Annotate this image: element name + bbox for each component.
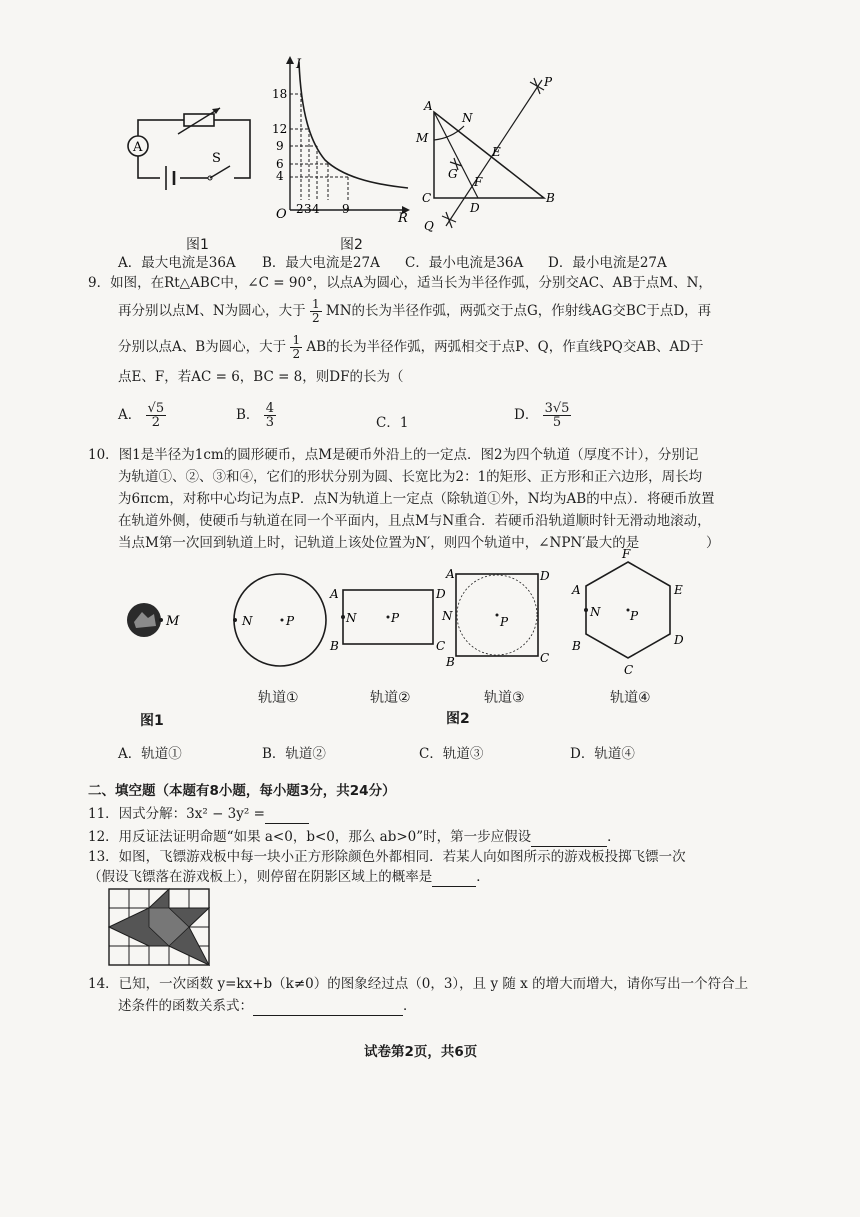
svg-text:P: P (391, 611, 400, 625)
svg-text:N: N (590, 605, 601, 619)
label-a: A (424, 99, 433, 113)
label-c: C (422, 191, 432, 205)
q14-end: ． (403, 998, 417, 1014)
svg-text:N: N (346, 611, 357, 625)
svg-text:P: P (500, 615, 509, 629)
track-4-label: 轨道④ (610, 690, 651, 706)
q10-fig2-caption: 图2 (446, 711, 470, 727)
fig2-caption: 图2 (340, 237, 363, 253)
label-q: Q (424, 219, 434, 233)
svg-text:D: D (674, 633, 684, 647)
svg-text:E: E (674, 583, 683, 597)
q11-text: 11．因式分解：3x² − 3y² = (88, 806, 265, 822)
track-3-label: 轨道③ (484, 690, 525, 706)
label-d: D (470, 201, 480, 215)
q10-line3: 为6πcm，对称中心均记为点P．点N为轨道上一定点（除轨道①外，N均为AB的中点）．将硬币放置 (118, 491, 715, 507)
q9-text-3b: AB的长为半径作弧，两弧相交于点P、Q，作直线PQ交AB、AD于 (306, 339, 704, 355)
q13-text: （假设飞镖落在游戏板上），则停留在阴影区域上的概率是 (88, 869, 433, 885)
q12-blank (531, 828, 607, 847)
q8-option-a: A．最大电流是36A (118, 255, 236, 271)
label: B． (236, 407, 260, 423)
y-tick-6: 6 (276, 157, 284, 171)
svg-text:B: B (572, 639, 581, 653)
den: 3 (265, 415, 274, 430)
ir-graph (270, 52, 420, 222)
q12-text: 12．用反证法证明命题“如果 a<0，b<0，那么 ab>0”时，第一步应假设 (88, 829, 532, 845)
page-footer: 试卷第2页，共6页 (364, 1044, 478, 1060)
svg-text:N: N (242, 614, 253, 628)
q10-option-d: D．轨道④ (570, 746, 635, 762)
svg-text:D: D (540, 569, 550, 583)
track-3-square (440, 564, 552, 668)
x-tick-2: 2 (296, 202, 304, 216)
track-1-label: 轨道① (258, 690, 299, 706)
q8-option-c: C．最小电流是36A (405, 255, 524, 271)
dartboard-grid (108, 888, 210, 966)
frac-num: 1 (311, 297, 320, 311)
q10-option-a: A．轨道① (118, 746, 182, 762)
q10-line2: 为轨道①、②、③和④，它们的形状分别为圆、长宽比为2：1的矩形、正方形和正六边形，周长均 (118, 469, 703, 485)
den: 5 (552, 415, 562, 430)
y-tick-4: 4 (276, 169, 284, 183)
label-p: P (544, 75, 553, 89)
q8-option-b: B．最大电流是27A (262, 255, 380, 271)
q10-line5-end: ） (706, 535, 720, 551)
origin-label: O (276, 207, 287, 222)
q9-option-c: C．1 (376, 415, 409, 431)
svg-text:C: C (540, 651, 550, 665)
svg-text:C: C (624, 663, 634, 677)
label: A． (118, 407, 142, 423)
y-tick-12: 12 (272, 122, 288, 136)
q13-line1: 13．如图，飞镖游戏板中每一块小正方形除颜色外都相同．若某人向如图所示的游戏板投掷飞镖一次 (88, 849, 686, 865)
q10-number: 10． (88, 447, 119, 463)
svg-text:B: B (446, 655, 455, 668)
frac-den: 2 (292, 347, 301, 361)
svg-text:A: A (572, 583, 581, 597)
q8-option-d: D．最小电流是27A (548, 255, 667, 271)
q11-blank (265, 805, 309, 824)
switch-label: S (212, 151, 221, 166)
track-2-label: 轨道② (370, 690, 411, 706)
label-f: F (474, 175, 483, 189)
q9-line2 (118, 298, 711, 325)
q10-line4: 在轨道外侧，使硬币与轨道在同一个平面内，且点M与N重合．若硬币沿轨道顺时针无滑动地滚动， (118, 513, 711, 529)
q14-blank (253, 997, 403, 1016)
label-g: G (448, 167, 458, 181)
q10-line1 (88, 446, 698, 464)
coin-figure (124, 598, 194, 642)
q13-blank (432, 868, 476, 887)
q9-option-b (236, 402, 276, 429)
q9-line1 (88, 274, 712, 292)
axis-r-label: R (398, 211, 408, 222)
x-tick-4: 4 (312, 202, 320, 216)
y-tick-9: 9 (276, 139, 284, 153)
svg-text:A: A (330, 587, 339, 601)
triangle-construction (412, 70, 572, 240)
axis-i-label: I (296, 57, 302, 72)
svg-text:A: A (446, 567, 455, 581)
frac-den: 2 (311, 311, 320, 325)
track-4-hexagon (566, 546, 696, 688)
svg-text:P: P (630, 609, 639, 623)
q9-text-3a: 分别以点A、B为圆心，大于 (118, 339, 287, 355)
q13-line2 (88, 868, 490, 887)
q14-text: 述条件的函数关系式： (118, 998, 253, 1014)
x-tick-3: 3 (304, 202, 312, 216)
q9-number: 9． (88, 275, 111, 291)
num: 3√5 (544, 401, 570, 416)
fraction (543, 402, 572, 429)
q9-option-d (514, 402, 571, 429)
svg-text:N: N (442, 609, 453, 623)
ammeter-label: A (133, 140, 143, 155)
q10-option-c: C．轨道③ (419, 746, 484, 762)
label-b: B (546, 191, 555, 205)
track-1-circle (230, 570, 330, 670)
svg-text:D: D (436, 587, 446, 601)
y-tick-18: 18 (272, 87, 288, 101)
q12 (88, 828, 621, 847)
fraction (146, 402, 167, 429)
q9-fraction-half-2 (290, 334, 302, 361)
q9-text-2a: 再分别以点M、N为圆心，大于 (118, 303, 306, 319)
den: 2 (151, 415, 160, 430)
q9-line4: 点E、F，若AC = 6，BC = 8，则DF的长为（ (118, 369, 404, 385)
svg-text:M: M (166, 614, 180, 629)
q9-line3 (118, 334, 704, 361)
x-tick-9: 9 (342, 202, 350, 216)
svg-text:C: C (436, 639, 446, 653)
fig1-caption: 图1 (186, 237, 209, 253)
q10-line5: 当点M第一次回到轨道上时，记轨道上该处位置为N′，则四个轨道中，∠NPN′最大的是 (118, 535, 640, 551)
label-e: E (492, 145, 501, 159)
q11 (88, 805, 309, 824)
q13-end: ． (476, 869, 490, 885)
svg-text:F: F (622, 547, 631, 561)
num: √5 (147, 401, 165, 416)
label-m: M (416, 131, 429, 145)
q9-option-a (118, 402, 166, 429)
q14-line1: 14．已知，一次函数 y=kx+b（k≠0）的图象经过点（0，3），且 y 随 x 的增大而增大，请你写出一个符合上 (88, 976, 749, 992)
circuit-diagram (120, 100, 260, 190)
fraction (264, 402, 276, 429)
q9-text-1: 如图，在Rt△ABC中，∠C = 90°，以点A为圆心，适当长为半径作弧，分别交AC、AB于点M、N， (110, 275, 712, 291)
label-n: N (462, 111, 473, 125)
q9-fraction-half (310, 298, 322, 325)
num: 4 (265, 401, 274, 416)
frac-num: 1 (292, 333, 301, 347)
svg-text:P: P (286, 614, 295, 628)
q12-end: ． (607, 829, 621, 845)
label: D． (514, 407, 539, 423)
svg-text:B: B (330, 639, 339, 653)
track-2-rectangle (326, 584, 448, 654)
section-2-title: 二、填空题（本题有8小题，每小题3分，共24分） (88, 783, 396, 799)
q10-fig1-caption: 图1 (140, 713, 164, 729)
q14-line2 (118, 997, 417, 1016)
q10-text-1: 图1是半径为1cm的圆形硬币，点M是硬币外沿上的一定点．图2为四个轨道（厚度不计），分别记 (118, 447, 699, 463)
q10-option-b: B．轨道② (262, 746, 326, 762)
q9-text-2b: MN的长为半径作弧，两弧交于点G，作射线AG交BC于点D，再 (325, 303, 712, 319)
